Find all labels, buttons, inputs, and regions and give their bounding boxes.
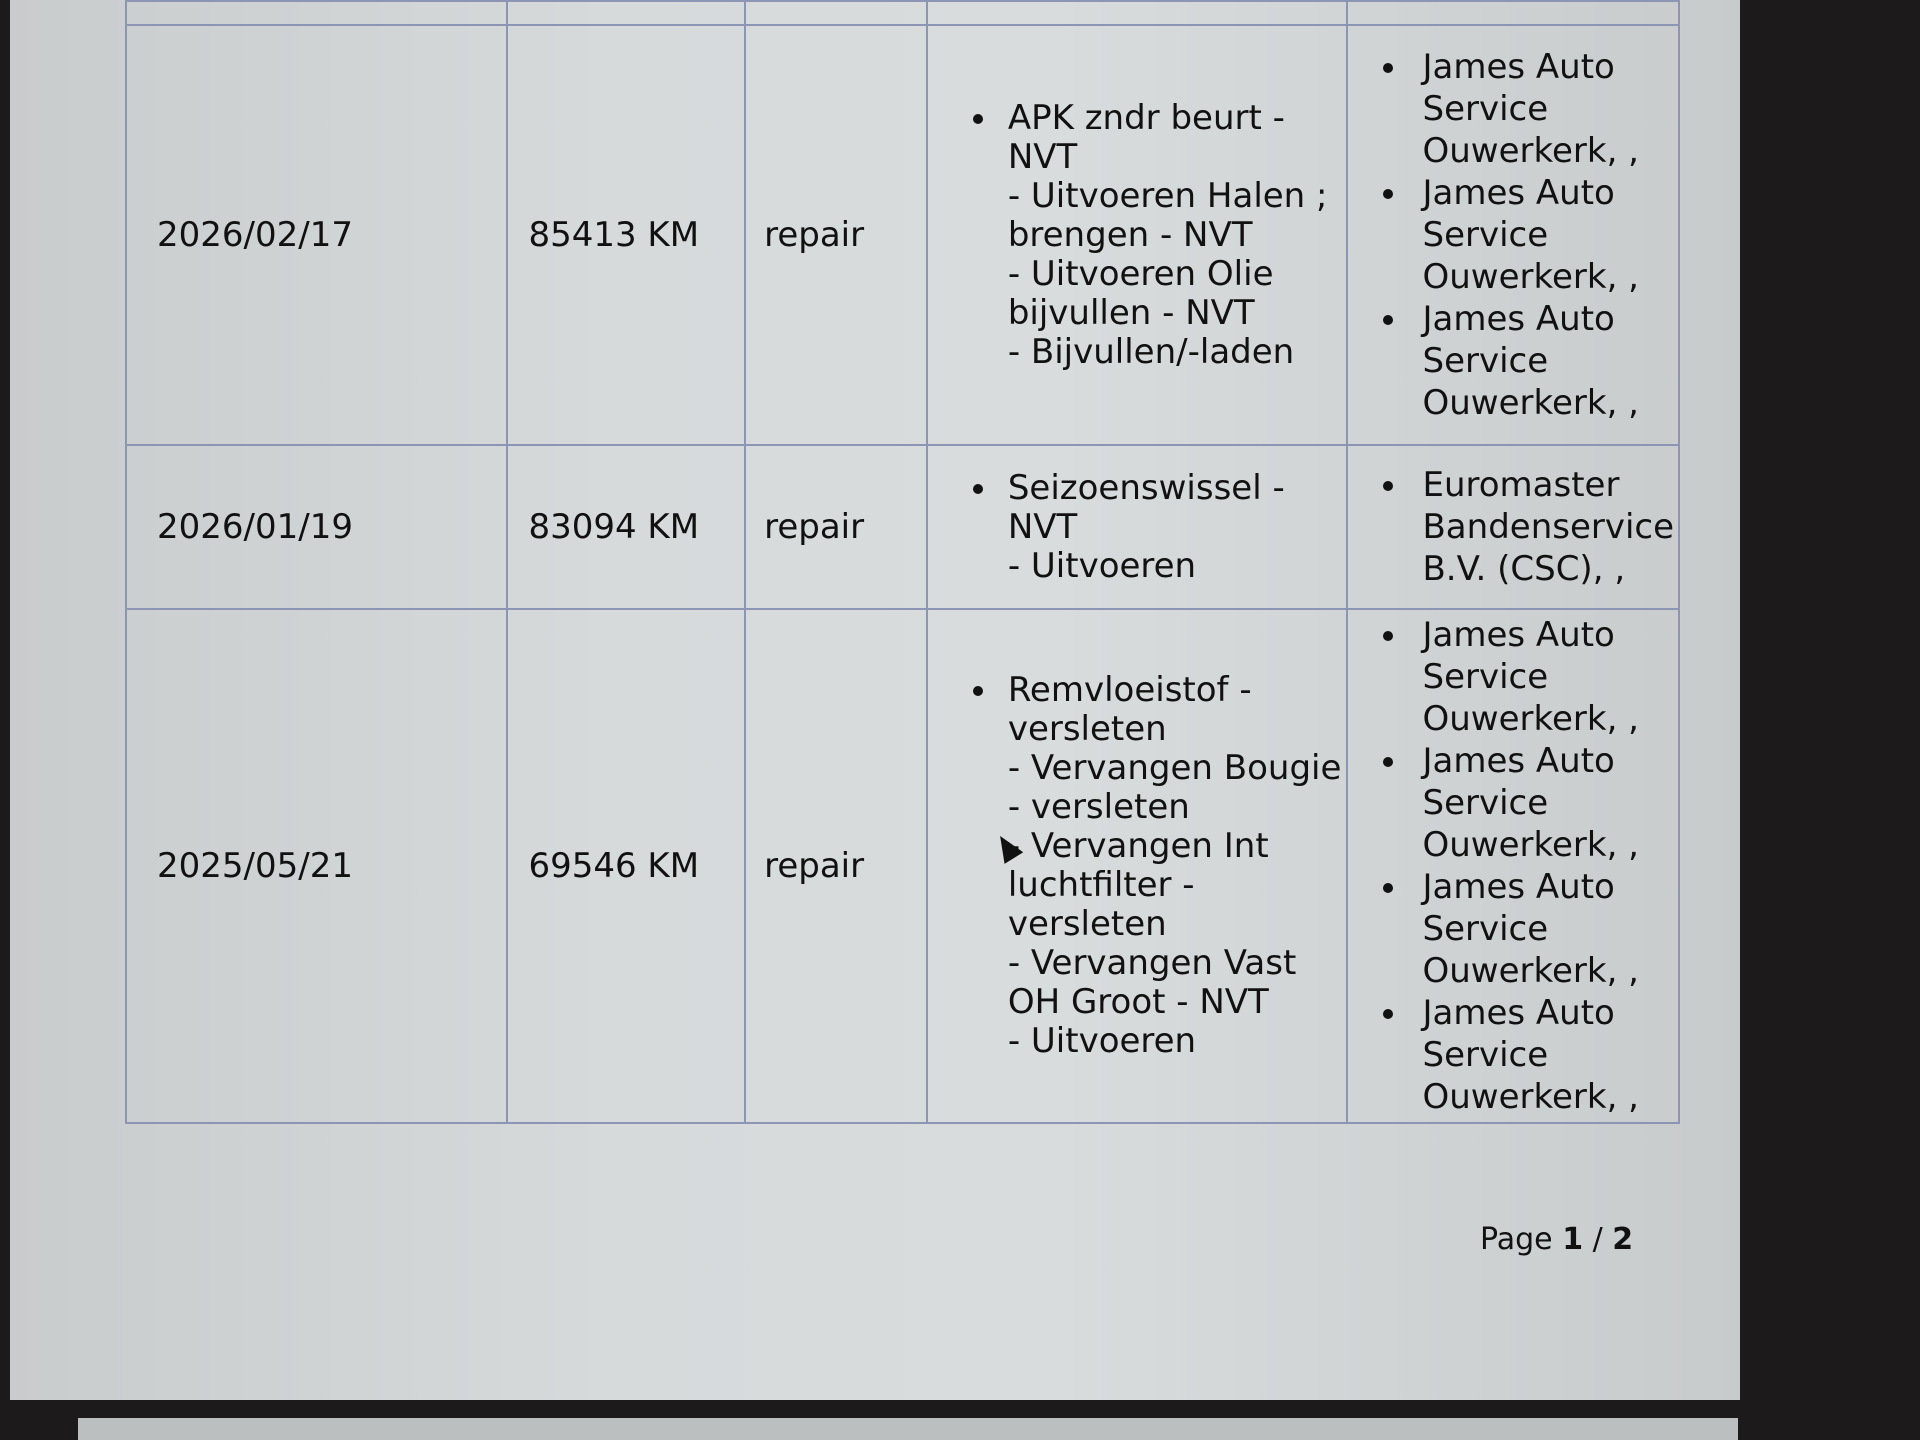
work-cell bbox=[927, 609, 1348, 1123]
work-list bbox=[928, 469, 1347, 586]
garage-item: • James Auto Service Ouwerkerk, , bbox=[1410, 614, 1678, 740]
date-cell: 2026/01/19 bbox=[126, 445, 507, 609]
garage-list bbox=[1348, 614, 1678, 1118]
page-indicator bbox=[1480, 1222, 1633, 1257]
garage-list bbox=[1348, 464, 1678, 590]
work-item: • APK zndr beurt - NVT - Uitvoeren Halen ; brengen - NVT - Uitvoeren Olie bijvullen - NVT - Bijvullen/-laden bbox=[1000, 99, 1347, 372]
garage-item: • James Auto Service Ouwerkerk, , bbox=[1410, 740, 1678, 866]
type-cell: repair bbox=[745, 25, 927, 445]
page-separator: / bbox=[1592, 1222, 1603, 1257]
garage-cell bbox=[1347, 25, 1679, 445]
table-row bbox=[126, 609, 1679, 1123]
work-cell bbox=[927, 25, 1348, 445]
garage-item: • James Auto Service Ouwerkerk, , bbox=[1410, 992, 1678, 1118]
garage-item: • James Auto Service Ouwerkerk, , bbox=[1410, 172, 1678, 298]
type-cell: repair bbox=[745, 445, 927, 609]
mileage-cell: 83094 KM bbox=[507, 445, 745, 609]
work-cell bbox=[927, 445, 1348, 609]
page-label: Page bbox=[1480, 1222, 1553, 1257]
table-row bbox=[126, 25, 1679, 445]
date-cell: 2025/05/21 bbox=[126, 609, 507, 1123]
service-history-table bbox=[125, 0, 1680, 1124]
garage-cell bbox=[1347, 609, 1679, 1123]
garage-item: • Euromaster Bandenservice B.V. (CSC), , bbox=[1410, 464, 1678, 590]
garage-cell bbox=[1347, 445, 1679, 609]
total-pages: 2 bbox=[1612, 1222, 1634, 1257]
garage-item: • James Auto Service Ouwerkerk, , bbox=[1410, 298, 1678, 424]
work-list bbox=[928, 99, 1347, 372]
type-cell: repair bbox=[745, 609, 927, 1123]
garage-item: • James Auto Service Ouwerkerk, , bbox=[1410, 866, 1678, 992]
next-page-edge bbox=[78, 1418, 1738, 1440]
work-list bbox=[928, 671, 1347, 1061]
garage-list bbox=[1348, 46, 1678, 424]
garage-item: • James Auto Service Ouwerkerk, , bbox=[1410, 46, 1678, 172]
mileage-cell: 85413 KM bbox=[507, 25, 745, 445]
work-item: • Seizoenswissel - NVT - Uitvoeren bbox=[1000, 469, 1347, 586]
mileage-cell: 69546 KM bbox=[507, 609, 745, 1123]
date-cell: 2026/02/17 bbox=[126, 25, 507, 445]
current-page: 1 bbox=[1562, 1222, 1584, 1257]
table-row bbox=[126, 445, 1679, 609]
work-item: • Remvloeistof - versleten - Vervangen Bougie - versleten - Vervangen Int luchtfilter - versleten - Vervangen Vast OH Groot - NVT - Uitvoeren bbox=[1000, 671, 1347, 1061]
table-row-stub bbox=[126, 1, 1679, 25]
